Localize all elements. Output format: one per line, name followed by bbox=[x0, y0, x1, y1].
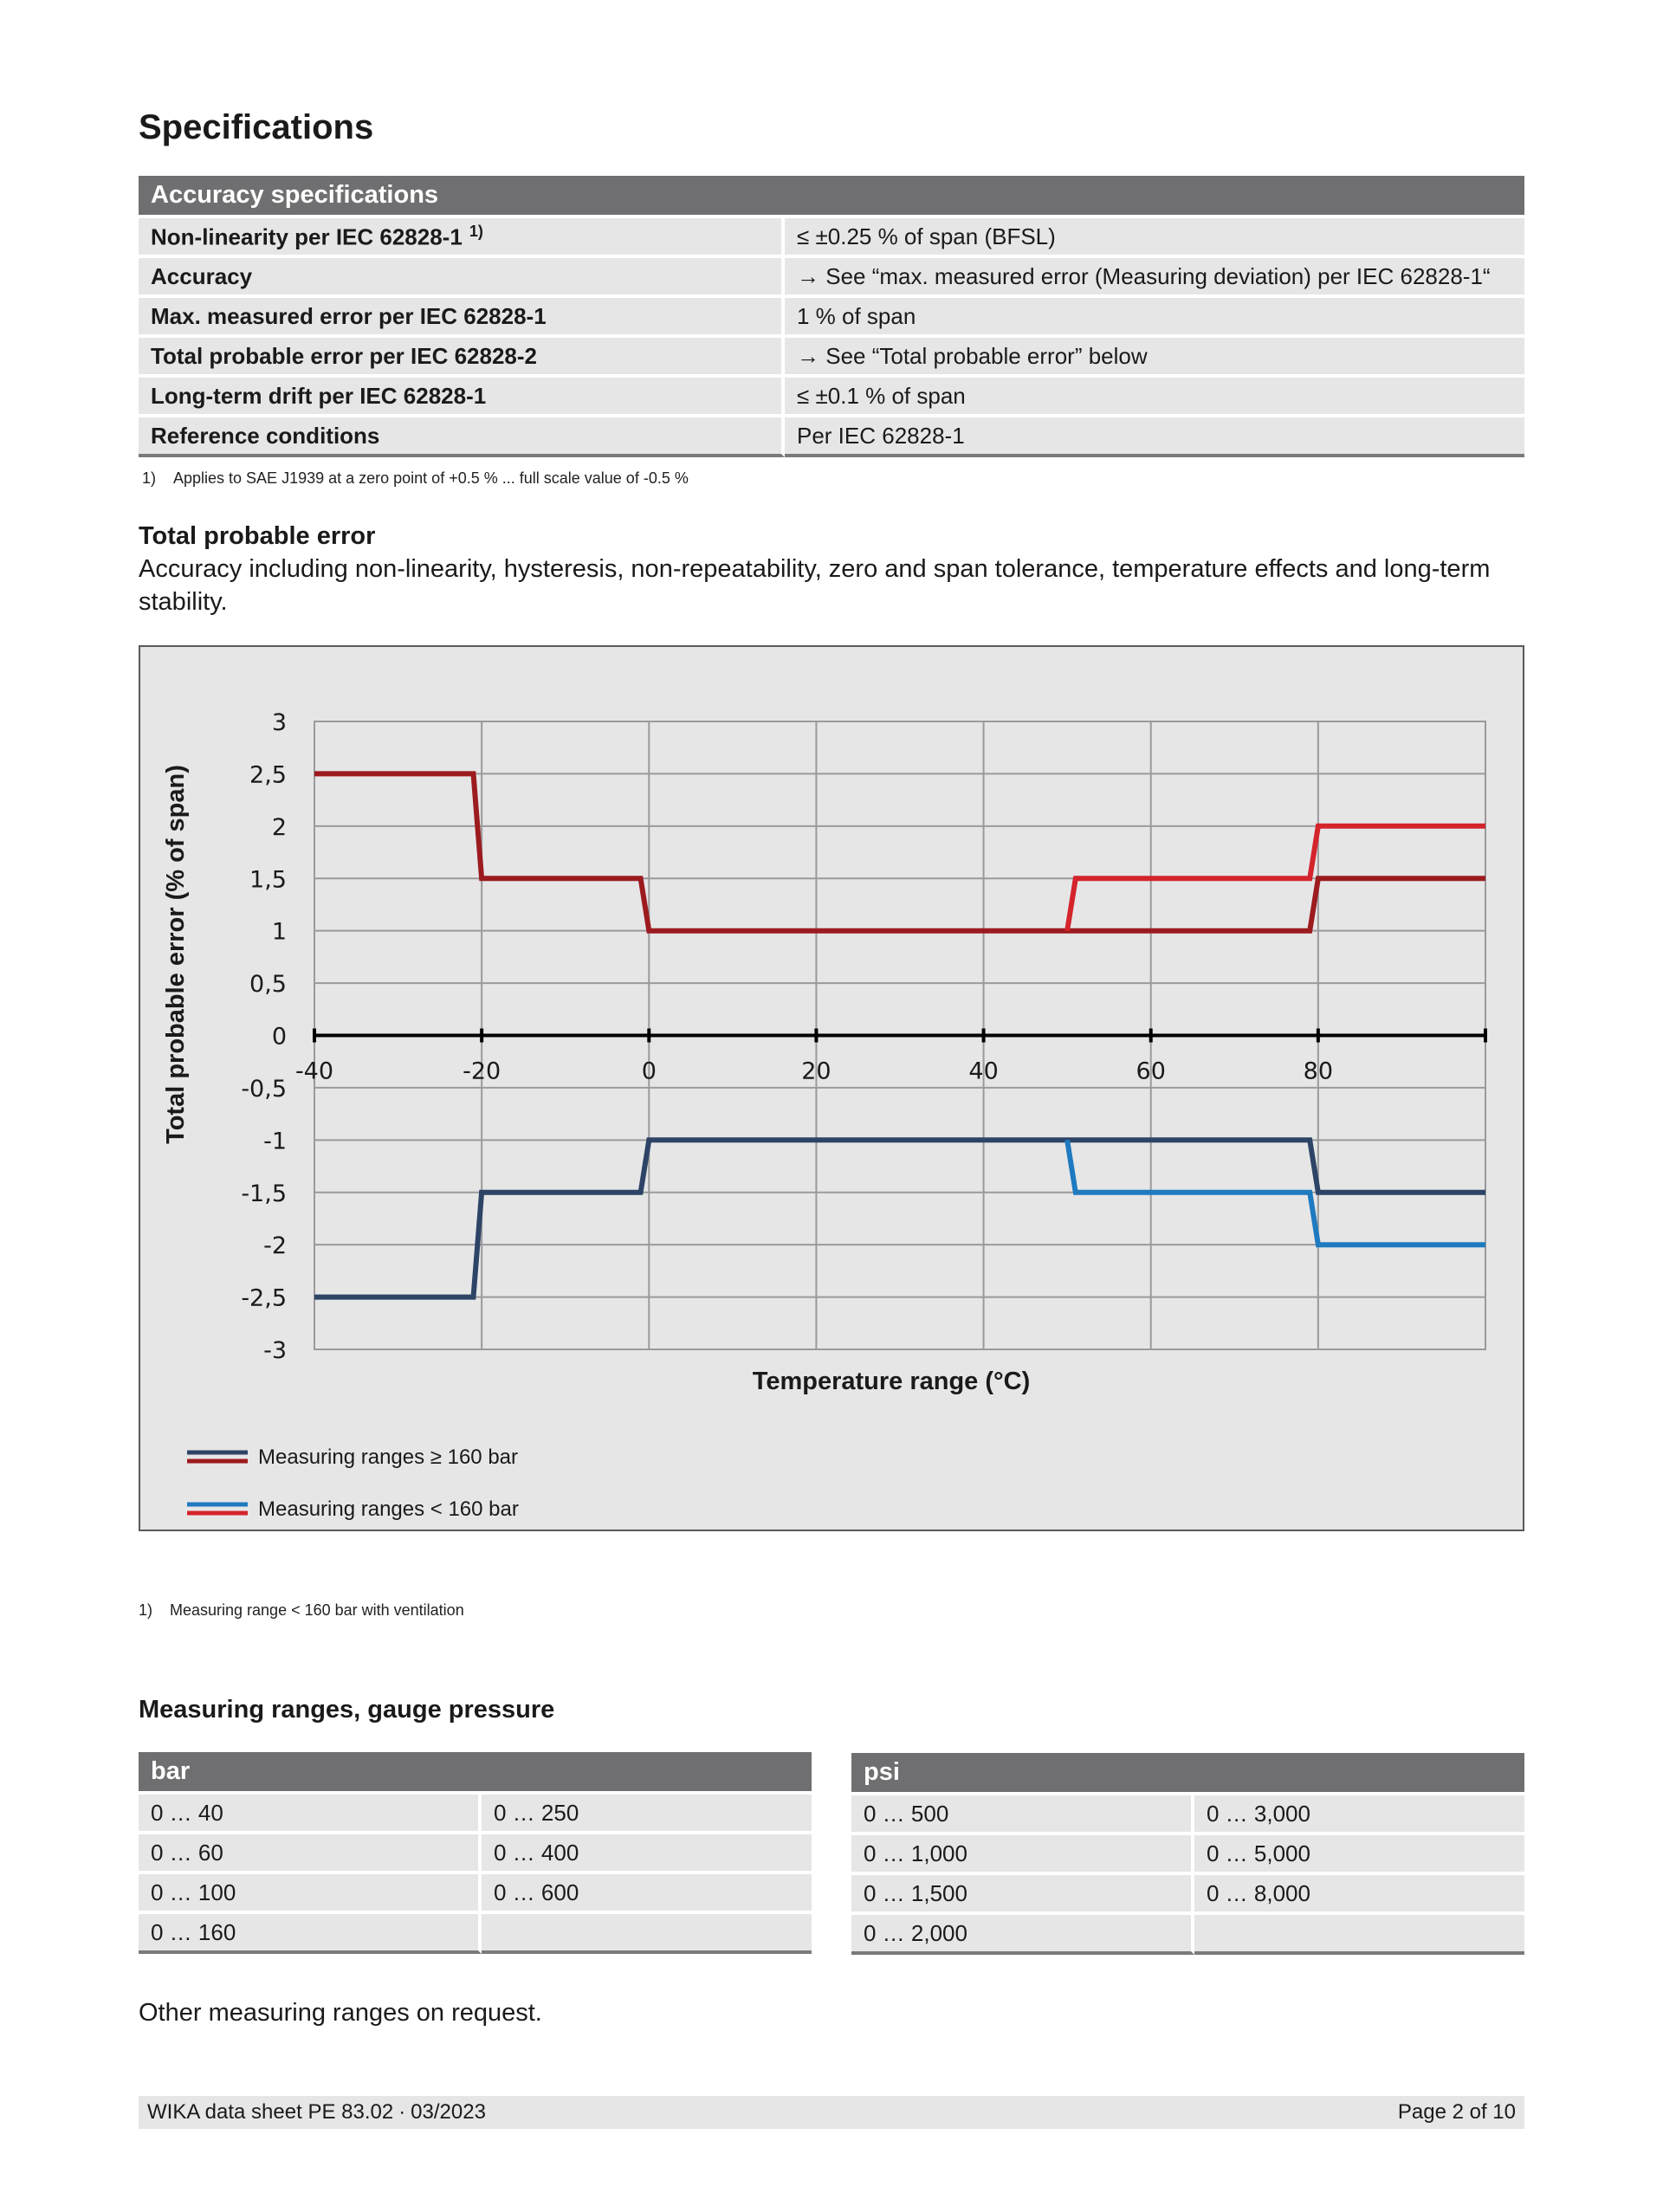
bar-range-cell: 0 … 40 bbox=[139, 1795, 482, 1834]
footnote-number: 1) bbox=[142, 469, 157, 487]
accuracy-row-value: ≤ ±0.25 % of span (BFSL) bbox=[785, 218, 1524, 258]
x-tick-label: 60 bbox=[1136, 1057, 1166, 1085]
legend-label: Measuring ranges < 160 bar bbox=[258, 1497, 519, 1521]
bar-range-cell: 0 … 400 bbox=[482, 1834, 812, 1874]
y-tick-label: -0,5 bbox=[241, 1075, 287, 1103]
y-tick-label: -1 bbox=[263, 1128, 287, 1155]
x-tick-label: -40 bbox=[294, 1057, 334, 1085]
psi-ranges-table bbox=[851, 1753, 1524, 1955]
x-tick-label: 40 bbox=[968, 1057, 999, 1085]
psi-range-cell: 0 … 8,000 bbox=[1194, 1875, 1524, 1915]
psi-range-row bbox=[851, 1915, 1524, 1955]
chart-x-label: Temperature range (°C) bbox=[752, 1368, 1031, 1395]
accuracy-row bbox=[139, 417, 1524, 457]
accuracy-row-value: → See “Total probable error” below bbox=[785, 338, 1524, 378]
y-tick-label: 2 bbox=[271, 813, 287, 841]
psi-range-row bbox=[851, 1875, 1524, 1915]
ranges-heading: Measuring ranges, gauge pressure bbox=[139, 1696, 555, 1724]
bar-ranges-table bbox=[139, 1752, 812, 1954]
y-tick-label: -2,5 bbox=[241, 1284, 287, 1312]
accuracy-row-label bbox=[139, 258, 785, 298]
accuracy-row-label bbox=[139, 298, 785, 338]
y-tick-label: 1 bbox=[271, 918, 287, 946]
footnote-text: Applies to SAE J1939 at a zero point of +0.5 % ... full scale value of -0.5 % bbox=[173, 469, 689, 487]
y-tick-label: -1,5 bbox=[241, 1180, 287, 1207]
y-tick-label: 2,5 bbox=[249, 761, 287, 789]
accuracy-row bbox=[139, 378, 1524, 417]
footer-page-number: Page 2 of 10 bbox=[1397, 2100, 1516, 2124]
x-tick-label: 20 bbox=[801, 1057, 832, 1085]
bar-range-cell: 0 … 600 bbox=[482, 1874, 812, 1914]
accuracy-footnote bbox=[142, 469, 689, 488]
bar-range-cell: 0 … 160 bbox=[139, 1914, 482, 1954]
tpe-heading: Total probable error bbox=[139, 522, 376, 550]
y-tick-label: 0,5 bbox=[249, 971, 287, 999]
accuracy-spec-table bbox=[139, 176, 1524, 457]
x-tick-label: 80 bbox=[1303, 1057, 1334, 1085]
footnote-ref: 1) bbox=[469, 222, 483, 240]
bar-range-cell: 0 … 60 bbox=[139, 1834, 482, 1874]
accuracy-row bbox=[139, 258, 1524, 298]
chart-legend bbox=[187, 1446, 519, 1521]
accuracy-row-value: Per IEC 62828-1 bbox=[785, 417, 1524, 457]
chart-footnote bbox=[139, 1601, 464, 1620]
accuracy-row bbox=[139, 338, 1524, 378]
bar-table-header: bar bbox=[139, 1752, 812, 1795]
accuracy-table-header: Accuracy specifications bbox=[139, 176, 1524, 218]
footer-datasheet: WIKA data sheet PE 83.02 ∙ 03/2023 bbox=[147, 2100, 486, 2124]
accuracy-row-label bbox=[139, 378, 785, 417]
accuracy-row-value: 1 % of span bbox=[785, 298, 1524, 338]
x-tick-label: 0 bbox=[641, 1057, 657, 1085]
y-tick-label: 3 bbox=[271, 709, 287, 736]
y-tick-label: -2 bbox=[263, 1232, 287, 1260]
tpe-chart bbox=[140, 647, 1523, 1530]
accuracy-label-text: Total probable error per IEC 62828-2 bbox=[151, 342, 537, 369]
bar-range-cell: 0 … 250 bbox=[482, 1795, 812, 1834]
accuracy-row-value: → See “max. measured error (Measuring deviation) per IEC 62828-1“ bbox=[785, 258, 1524, 298]
ranges-note: Other measuring ranges on request. bbox=[139, 1999, 542, 2027]
accuracy-label-text: Accuracy bbox=[151, 262, 253, 289]
psi-table-header: psi bbox=[851, 1753, 1524, 1795]
psi-range-cell: 0 … 500 bbox=[851, 1795, 1194, 1835]
psi-range-cell: 0 … 5,000 bbox=[1194, 1835, 1524, 1875]
tpe-chart-panel bbox=[139, 645, 1524, 1531]
accuracy-label-text: Max. measured error per IEC 62828-1 bbox=[151, 302, 547, 329]
chart-footnote-number: 1) bbox=[139, 1601, 153, 1619]
accuracy-row-value: ≤ ±0.1 % of span bbox=[785, 378, 1524, 417]
tpe-description: Accuracy including non-linearity, hysteresis, non-repeatability, zero and span tolerance, temperature effects and long-term stability. bbox=[139, 555, 1491, 616]
accuracy-row-label bbox=[139, 338, 785, 378]
psi-range-cell: 0 … 2,000 bbox=[851, 1915, 1194, 1955]
y-tick-label: 1,5 bbox=[249, 866, 287, 894]
accuracy-label-text: Long-term drift per IEC 62828-1 bbox=[151, 382, 487, 409]
y-tick-label: -3 bbox=[263, 1337, 287, 1364]
psi-range-row bbox=[851, 1795, 1524, 1835]
accuracy-label-text: Reference conditions bbox=[151, 422, 380, 449]
bar-range-cell bbox=[482, 1914, 812, 1954]
accuracy-row-label bbox=[139, 218, 785, 258]
accuracy-row bbox=[139, 298, 1524, 338]
psi-range-cell: 0 … 1,500 bbox=[851, 1875, 1194, 1915]
bar-range-cell: 0 … 100 bbox=[139, 1874, 482, 1914]
psi-range-row bbox=[851, 1835, 1524, 1875]
accuracy-row-label bbox=[139, 417, 785, 457]
bar-range-row bbox=[139, 1834, 812, 1874]
x-tick-label: -20 bbox=[463, 1057, 501, 1085]
accuracy-label-text: Non-linearity per IEC 62828-1 bbox=[151, 223, 463, 250]
accuracy-row bbox=[139, 218, 1524, 258]
y-tick-label: 0 bbox=[271, 1023, 287, 1051]
page-title: Specifications bbox=[139, 108, 374, 146]
page-footer bbox=[139, 2096, 1524, 2129]
bar-range-row bbox=[139, 1874, 812, 1914]
psi-range-cell: 0 … 3,000 bbox=[1194, 1795, 1524, 1835]
bar-range-row bbox=[139, 1795, 812, 1834]
chart-footnote-text: Measuring range < 160 bar with ventilation bbox=[170, 1601, 464, 1619]
legend-label: Measuring ranges ≥ 160 bar bbox=[258, 1446, 519, 1469]
bar-range-row bbox=[139, 1914, 812, 1954]
chart-y-label: Total probable error (% of span) bbox=[162, 765, 190, 1144]
psi-range-cell: 0 … 1,000 bbox=[851, 1835, 1194, 1875]
psi-range-cell bbox=[1194, 1915, 1524, 1955]
